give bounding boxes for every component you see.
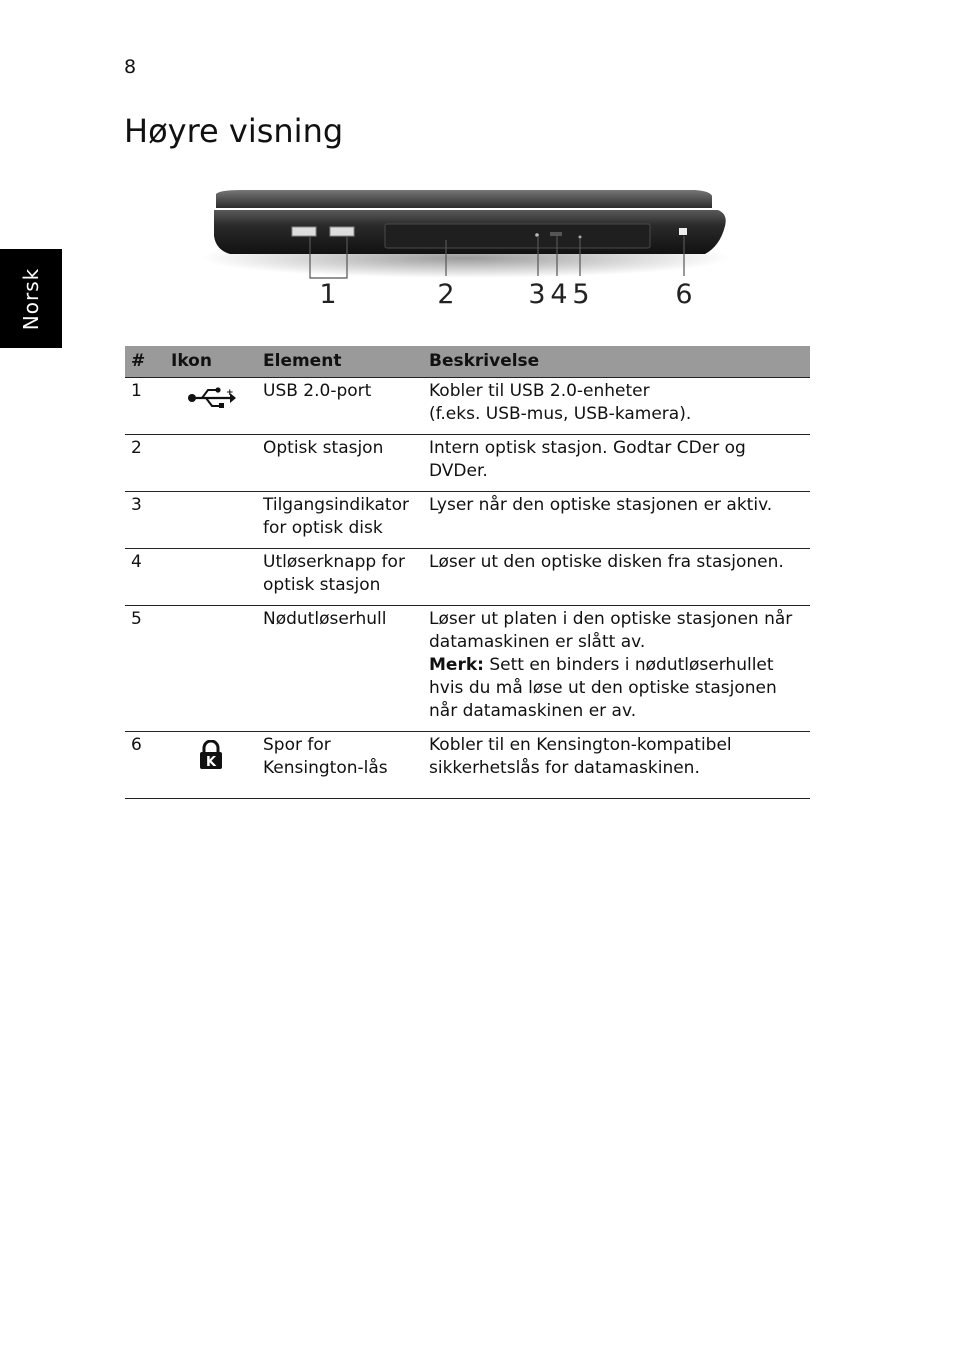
- row-number: 2: [125, 435, 165, 492]
- row-element: [257, 378, 423, 435]
- row-number: 5: [125, 606, 165, 732]
- element-line: Utløserknapp for: [263, 552, 405, 572]
- kensington-slot: [679, 228, 687, 235]
- row-icon: [165, 435, 257, 492]
- row-element: [257, 732, 423, 799]
- row-number: 3: [125, 492, 165, 549]
- table-row: [125, 732, 810, 799]
- row-number: 1: [125, 378, 165, 435]
- callout-1: 1: [319, 279, 337, 310]
- element-line: optisk stasjon: [263, 575, 381, 595]
- callout-2: 2: [437, 279, 455, 310]
- table-header-row: [125, 346, 810, 378]
- element-line: Nødutløserhull: [263, 609, 387, 629]
- note-line: når datamaskinen er av.: [429, 701, 637, 721]
- usb-port-2: [330, 227, 354, 236]
- callout-4: 4: [550, 279, 568, 310]
- description-line: Løser ut platen i den optiske stasjonen når: [429, 609, 793, 629]
- description-line: Lyser når den optiske stasjonen er aktiv.: [429, 495, 773, 515]
- row-description: [423, 732, 810, 799]
- callout-3: 3: [528, 279, 546, 310]
- row-element: [257, 606, 423, 732]
- row-element: [257, 435, 423, 492]
- description-line: sikkerhetslås for datamaskinen.: [429, 758, 700, 778]
- row-icon: [165, 732, 257, 799]
- row-description: [423, 549, 810, 606]
- description-line: Løser ut den optiske disken fra stasjonen.: [429, 552, 784, 572]
- element-line: Tilgangsindikator: [263, 495, 409, 515]
- description-line: Kobler til en Kensington-kompatibel: [429, 735, 732, 755]
- language-side-tab: [0, 249, 62, 348]
- row-description: [423, 492, 810, 549]
- row-icon: [165, 378, 257, 435]
- laptop-lid: [216, 190, 712, 208]
- row-description: [423, 606, 810, 732]
- optical-drive-tray: [385, 224, 650, 248]
- table-row: [125, 549, 810, 606]
- element-line: Spor for: [263, 735, 331, 755]
- header-icon: Ikon: [165, 346, 257, 378]
- table-row: [125, 435, 810, 492]
- row-element: [257, 492, 423, 549]
- row-icon: [165, 606, 257, 732]
- svg-text:+: +: [226, 388, 234, 398]
- callout-5: 5: [572, 279, 590, 310]
- header-element: Element: [257, 346, 423, 378]
- row-element: [257, 549, 423, 606]
- row-description: [423, 378, 810, 435]
- usb-port-1: [292, 227, 316, 236]
- note-line: hvis du må løse ut den optiske stasjonen: [429, 678, 777, 698]
- description-line: (f.eks. USB-mus, USB-kamera).: [429, 404, 692, 424]
- element-line: Optisk stasjon: [263, 438, 384, 458]
- row-number: 4: [125, 549, 165, 606]
- row-number: 6: [125, 732, 165, 799]
- description-line: Kobler til USB 2.0-enheter: [429, 381, 650, 401]
- element-line: USB 2.0-port: [263, 381, 372, 401]
- table-row: [125, 606, 810, 732]
- element-line: Kensington-lås: [263, 758, 388, 778]
- description-line: datamaskinen er slått av.: [429, 632, 646, 652]
- row-description: [423, 435, 810, 492]
- description-line: Intern optisk stasjon. Godtar CDer og: [429, 438, 746, 458]
- note-label: Merk:: [429, 655, 484, 675]
- table-row: [125, 492, 810, 549]
- kensington-lock-icon: [198, 740, 224, 770]
- header-number: #: [125, 346, 165, 378]
- row-icon: [165, 549, 257, 606]
- table-row: [125, 378, 810, 435]
- ports-table: [125, 346, 810, 799]
- laptop-side-illustration: [200, 180, 740, 315]
- laptop-right-side-figure: [200, 180, 740, 315]
- element-line: for optisk disk: [263, 518, 383, 538]
- callout-6: 6: [675, 279, 693, 310]
- usb-icon: [186, 386, 236, 410]
- row-icon: [165, 492, 257, 549]
- page-title: Høyre visning: [124, 112, 344, 150]
- description-line: DVDer.: [429, 461, 488, 481]
- language-label: Norsk: [19, 267, 43, 331]
- svg-text:K: K: [205, 755, 217, 770]
- header-description: Beskrivelse: [423, 346, 810, 378]
- note-line: Sett en binders i nødutløserhullet: [483, 655, 774, 675]
- optical-eject-button: [550, 232, 562, 236]
- page-number: 8: [124, 56, 137, 78]
